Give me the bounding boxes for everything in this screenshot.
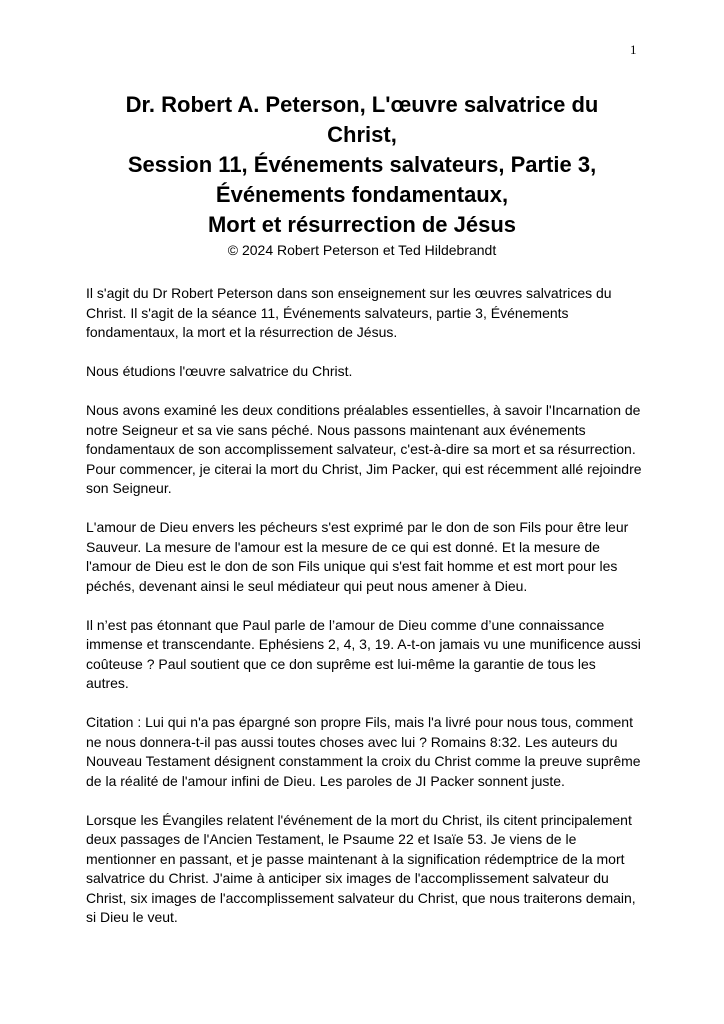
paragraph: Il s'agit du Dr Robert Peterson dans son enseignement sur les œuvres salvatrices du Christ. Il s'agit de la séance 11, Événements salvateurs, partie 3, Événements fondamentaux, la mort et la résurrection de Jésus.	[86, 285, 612, 340]
paragraph: L'amour de Dieu envers les pécheurs s'est exprimé par le don de son Fils pour être leur Sauveur. La mesure de l'amour est la mesure de ce qui est donné. Et la mesure de l'amour de Dieu est le don de son Fils unique qui s'est fait homme et est mort pour les péchés, devenant ainsi le seul médiateur qui peut nous amener à Dieu.	[86, 519, 629, 594]
document-title	[90, 90, 634, 260]
paragraph: Citation : Lui qui n'a pas épargné son propre Fils, mais l'a livré pour nous tous, comment ne nous donnera-t-il pas aussi toutes choses avec lui ? Romains 8:32. Les auteurs du Nouveau Testament désignent constamment la croix du Christ comme la preuve suprême de la réalité de l'amour infini de Dieu. Les paroles de JI Packer sonnent juste.	[86, 714, 641, 789]
paragraph: Nous avons examiné les deux conditions préalables essentielles, à savoir l'Incarnation de notre Seigneur et sa vie sans péché. Nous passons maintenant aux événements fondamentaux de son accomplissement salvateur, c'est-à-dire sa mort et sa résurrection. Pour commencer, je citerai la mort du Christ, Jim Packer, qui est récemment allé rejoindre son Seigneur.	[86, 402, 642, 496]
paragraph: Il n’est pas étonnant que Paul parle de l’amour de Dieu comme d’une connaissance immense et transcendante. Ephésiens 2, 4, 3, 19. A-t-on jamais vu une munificence aussi coûteuse ? Paul soutient que ce don suprême est lui-même la garantie de tous les autres.	[86, 616, 641, 691]
title-line: Dr. Robert A. Peterson, L'œuvre salvatrice du	[125, 92, 599, 117]
title-line: Session 11, Événements salvateurs, Partie 3,	[127, 152, 597, 177]
copyright-notice: © 2024 Robert Peterson et Ted Hildebrandt	[227, 242, 497, 258]
paragraph: Lorsque les Évangiles relatent l'événement de la mort du Christ, ils citent principalement deux passages de l'Ancien Testament, le Psaume 22 et Isaïe 53. Je viens de le mentionner en passant, et je passe maintenant à la signification rédemptrice de la mort salvatrice du Christ. J'aime à anticiper six images de l'accomplissement salvateur du Christ, six images de l'accomplissement salvateur du Christ, que nous traiterons demain, si Dieu le veut.	[86, 811, 636, 925]
body-text	[86, 284, 642, 947]
page-number: 1	[630, 42, 637, 57]
title-line: Événements fondamentaux,	[215, 182, 509, 207]
paragraph: Nous étudions l'œuvre salvatrice du Christ.	[86, 363, 353, 379]
title-line: Mort et résurrection de Jésus	[207, 212, 517, 237]
title-line: Christ,	[327, 122, 397, 147]
